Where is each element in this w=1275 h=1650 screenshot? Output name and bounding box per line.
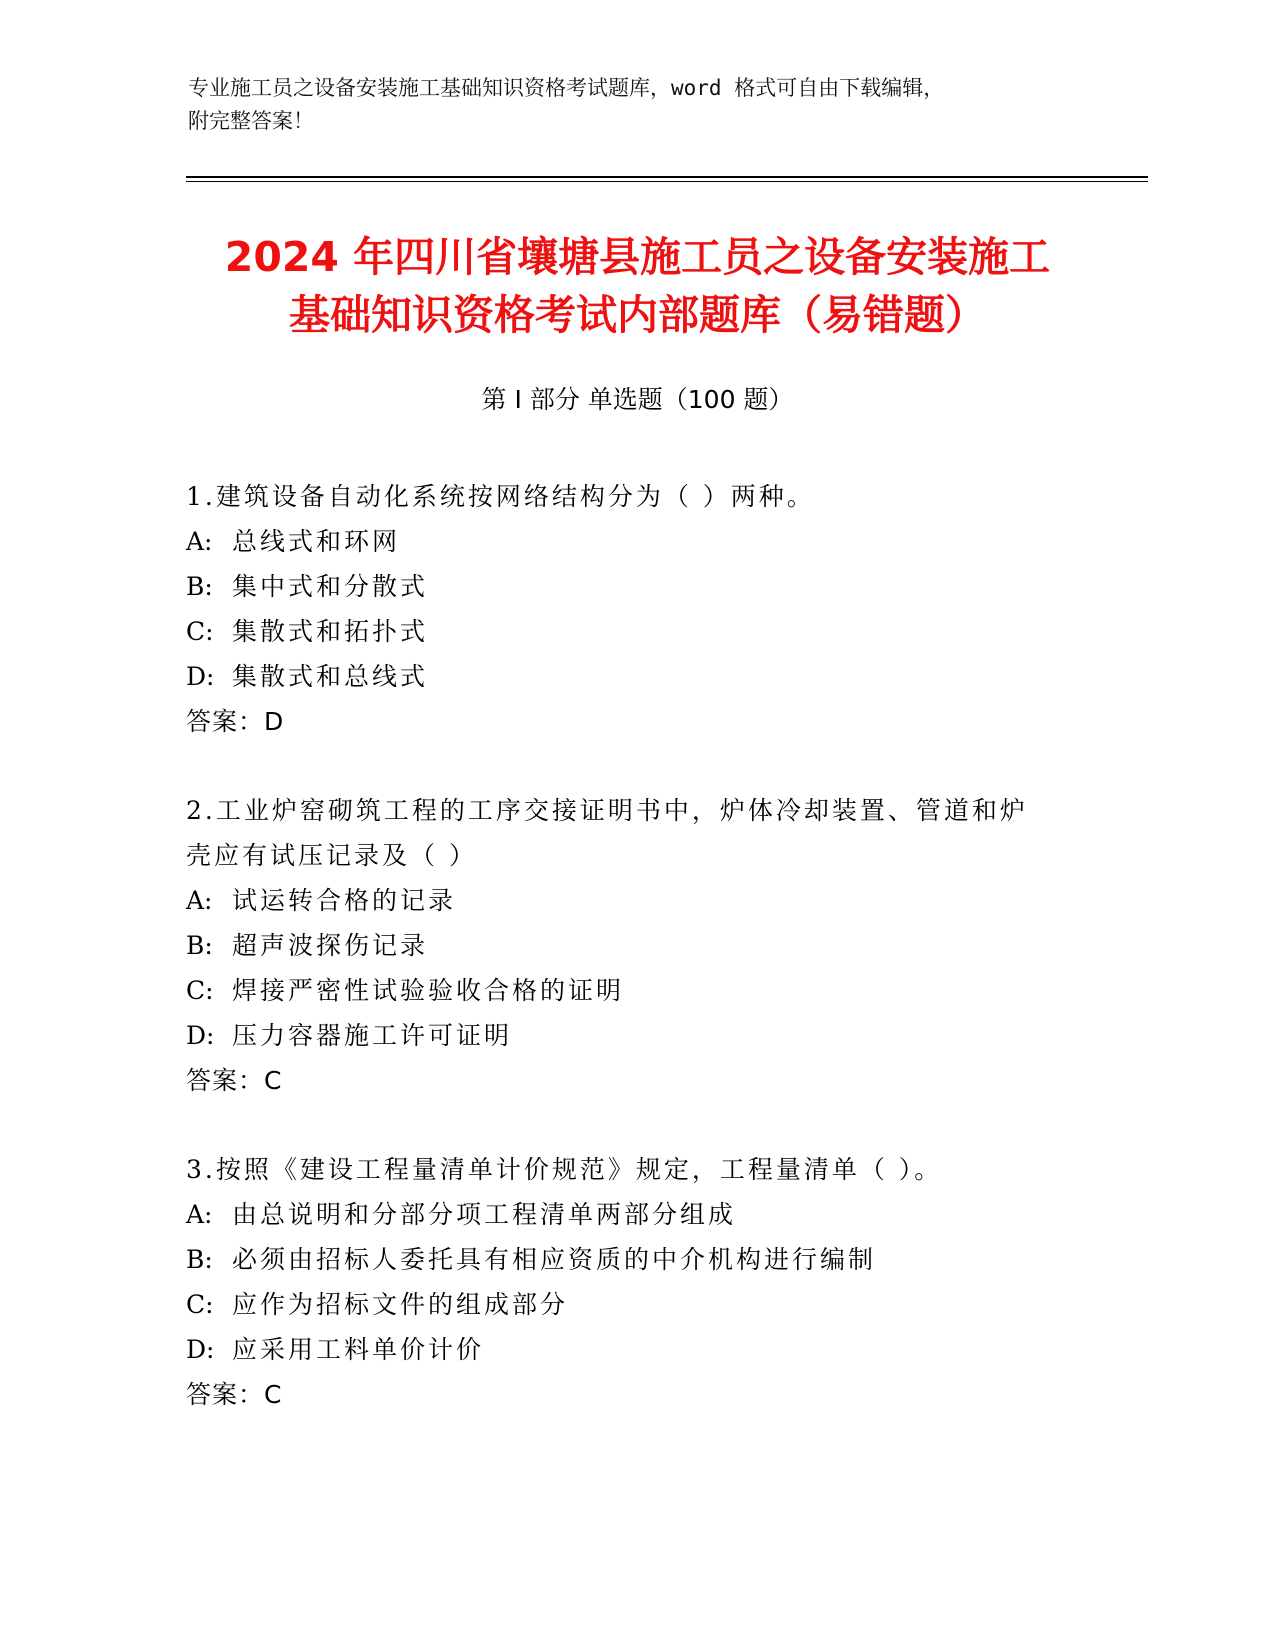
option-text: 集中式和分散式 (232, 572, 429, 601)
option-d (186, 654, 1086, 699)
option-letter: D: (186, 1335, 215, 1364)
option-letter: B: (186, 931, 213, 960)
option-text: 焊接严密性试验验收合格的证明 (232, 976, 625, 1005)
option-text: 压力容器施工许可证明 (232, 1021, 513, 1050)
header-divider-thin (186, 181, 1148, 182)
option-text: 由总说明和分部分项工程清单两部分组成 (232, 1200, 737, 1229)
option-text: 总线式和环网 (232, 527, 401, 556)
option-b (186, 564, 1086, 609)
option-c (186, 968, 1086, 1013)
option-letter: D: (186, 1021, 215, 1050)
option-letter: B: (186, 1245, 213, 1274)
option-letter: B: (186, 572, 213, 601)
section-heading: 第 I 部分 单选题（100 题） (481, 385, 794, 414)
question-stem: 2.工业炉窑砌筑工程的工序交接证明书中，炉体冷却装置、管道和炉 (186, 796, 1028, 825)
question-1 (186, 474, 1086, 744)
option-letter: C: (186, 1290, 214, 1319)
option-b (186, 923, 1086, 968)
option-d (186, 1327, 1086, 1372)
header-divider-thick (186, 176, 1148, 178)
answer: 答案：D (186, 707, 285, 736)
header-note-line-2: 附完整答案！ (188, 109, 314, 133)
option-letter: A: (186, 886, 213, 915)
option-letter: C: (186, 617, 214, 646)
option-letter: A: (186, 527, 213, 556)
header-note (188, 72, 1088, 138)
question-stem-continued: 壳应有试压记录及（ ） (186, 841, 477, 870)
option-c (186, 609, 1086, 654)
option-c (186, 1282, 1086, 1327)
option-a (186, 519, 1086, 564)
question-2 (186, 788, 1086, 1103)
option-text: 试运转合格的记录 (232, 886, 457, 915)
question-list (186, 474, 1086, 1461)
question-stem: 1.建筑设备自动化系统按网络结构分为（ ）两种。 (186, 482, 815, 511)
option-text: 应作为招标文件的组成部分 (232, 1290, 569, 1319)
document-title (100, 228, 1175, 344)
option-text: 集散式和总线式 (232, 662, 429, 691)
option-a (186, 878, 1086, 923)
answer: 答案：C (186, 1066, 283, 1095)
option-text: 必须由招标人委托具有相应资质的中介机构进行编制 (232, 1245, 877, 1274)
document-title-line-2: 基础知识资格考试内部题库（易错题） (289, 291, 986, 339)
option-a (186, 1192, 1086, 1237)
document-title-line-1: 2024 年四川省壤塘县施工员之设备安装施工 (224, 233, 1051, 281)
answer: 答案：C (186, 1380, 283, 1409)
option-b (186, 1237, 1086, 1282)
option-text: 集散式和拓扑式 (232, 617, 429, 646)
option-d (186, 1013, 1086, 1058)
question-3 (186, 1147, 1086, 1417)
question-stem: 3.按照《建设工程量清单计价规范》规定，工程量清单（ ）。 (186, 1155, 943, 1184)
option-text: 应采用工料单价计价 (232, 1335, 485, 1364)
option-letter: D: (186, 662, 215, 691)
option-letter: C: (186, 976, 214, 1005)
header-note-line-1: 专业施工员之设备安装施工基础知识资格考试题库，word 格式可自由下载编辑， (188, 76, 945, 100)
option-letter: A: (186, 1200, 213, 1229)
option-text: 超声波探伤记录 (232, 931, 429, 960)
